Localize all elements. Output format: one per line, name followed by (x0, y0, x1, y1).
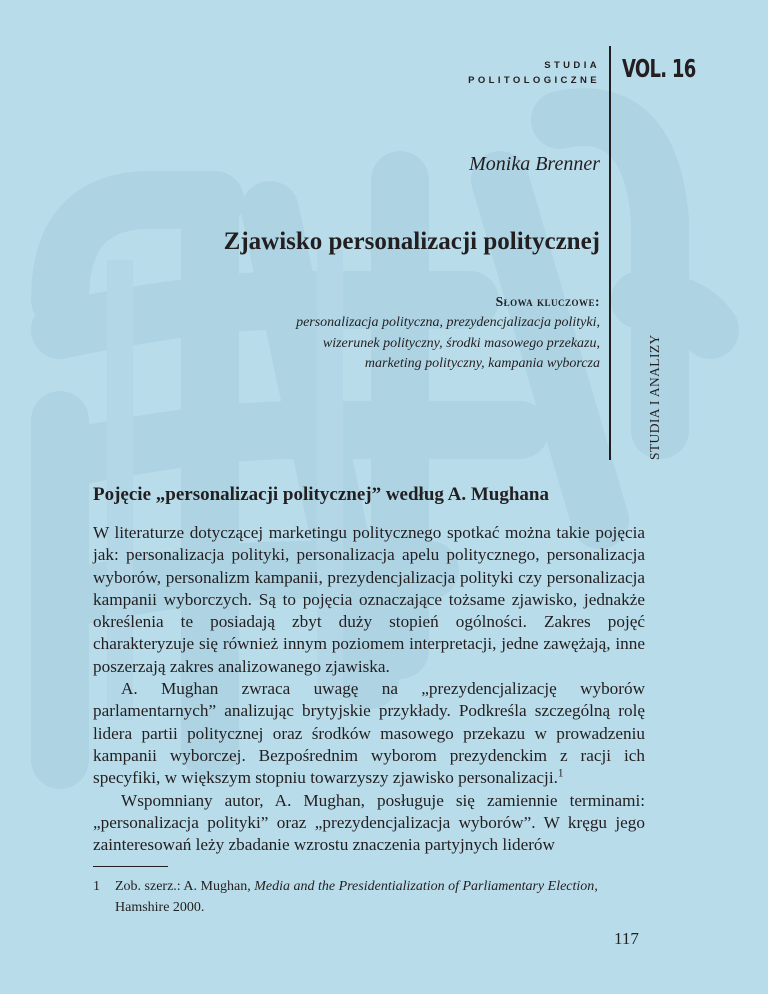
paragraph-2 (93, 678, 645, 789)
footnote-cited-title: Media and the Presidentialization of Parliamentary Election (254, 879, 595, 894)
journal-name-line2: POLITOLOGICZNE (468, 75, 600, 86)
footnote-number: 1 (93, 879, 100, 894)
footnote-reference[interactable]: 1 (557, 767, 564, 780)
paragraph-1: W literaturze dotyczącej marketingu politycznego spotkać można takie pojęcia jak: personalizacja polityki, personalizacja apelu politycznego, personalizacja wyborów, personalizm kampanii, prezydencjalizacja polityki czy personalizacja kampanii wyborczych. Są to pojęcia oznaczające tożsame zjawisko, jednakże określenia te posiadają zbyt duży stopień ogólności. Zakres pojęć charakteryzuje się również innym poziomem interpretacji, jedne zawężają, inne poszerzają zakres analizowanego zjawiska. (93, 523, 645, 676)
keywords-line: personalizacja polityczna, prezydencjalizacja polityki, (296, 315, 600, 330)
author-name: Monika Brenner (469, 153, 600, 175)
footnote-rule (93, 866, 168, 867)
article-title: Zjawisko personalizacji politycznej (223, 228, 600, 255)
journal-name-line1: STUDIA (544, 60, 600, 71)
page-number: 117 (614, 929, 639, 948)
header-divider (609, 46, 611, 460)
volume-label: VOL. 16 (622, 54, 696, 83)
paragraph-2-text: A. Mughan zwraca uwagę na „prezydencjalizację wyborów parlamentarnych” analizując brytyjskie przykłady. Podkreśla szczególną rolę lidera partii politycznej oraz środków masowego przekazu w prowadzeniu kampanii wyborczej. Bezpośrednim wyborom prezydenckim z racji ich specyfiki, w większym stopniu towarzyszy zjawisko personalizacji. (93, 679, 645, 788)
footnote-text (93, 876, 645, 918)
keywords-line: marketing polityczny, kampania wyborcza (364, 356, 600, 371)
journal-name (468, 58, 600, 88)
footnote (93, 876, 645, 918)
section-side-label: STUDIA I ANALIZY (647, 334, 662, 460)
footnote-suffix: , Hamshire 2000. (115, 879, 598, 915)
article-body (93, 522, 645, 856)
keywords-list (200, 313, 600, 375)
keywords-line: wizerunek polityczny, środki masowego przekazu, (322, 335, 600, 351)
paragraph-3: Wspomniany autor, A. Mughan, posługuje się zamiennie terminami: „personalizacja polityki” oraz „prezydencjalizacja wyborów”. W kręgu jego zainteresowań leży zbadanie wzrostu znaczenia partyjnych liderów (93, 790, 645, 855)
section-heading: Pojęcie „personalizacji politycznej” według A. Mughana (93, 484, 549, 505)
keywords-heading: Słowa kluczowe: (495, 294, 600, 309)
footnote-prefix: Zob. szerz.: A. Mughan, (115, 879, 255, 894)
